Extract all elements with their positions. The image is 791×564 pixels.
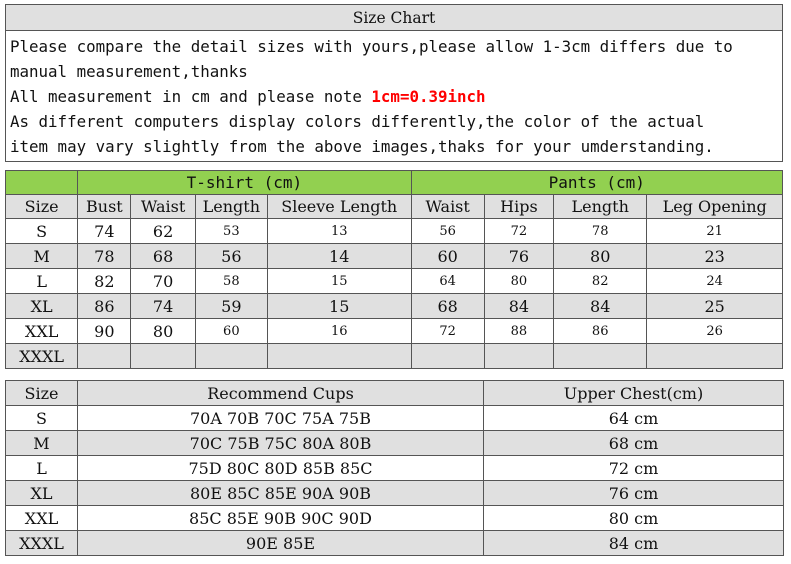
measurement-cell: 82 [554, 269, 647, 294]
measurement-cell [411, 344, 484, 369]
measurement-cell: 70 [131, 269, 195, 294]
column-header: Length [554, 195, 647, 219]
column-header: Upper Chest(cm) [484, 381, 784, 406]
table-row [6, 344, 783, 369]
measurement-cell: 59 [195, 294, 267, 319]
measurement-cell: 86 [554, 319, 647, 344]
upper-chest-cell: 76 cm [484, 481, 784, 506]
measurement-cell [484, 344, 553, 369]
table-row [6, 456, 784, 481]
size-chart-info [5, 4, 783, 162]
measurement-cell: 15 [267, 269, 411, 294]
table-row [6, 406, 784, 431]
size-cell: XL [6, 294, 78, 319]
group-header-pants: Pants (cm) [411, 171, 782, 195]
table-row [6, 531, 784, 556]
measurement-cell: 78 [78, 244, 131, 269]
measurement-cell: 76 [484, 244, 553, 269]
upper-chest-cell: 84 cm [484, 531, 784, 556]
group-header-tshirt: T-shirt (cm) [78, 171, 411, 195]
measurement-cell: 24 [647, 269, 783, 294]
measurement-cell: 80 [131, 319, 195, 344]
measurement-cell: 72 [411, 319, 484, 344]
measurement-cell: 72 [484, 219, 553, 244]
measurement-cell: 14 [267, 244, 411, 269]
size-cell: XXXL [6, 531, 78, 556]
column-header: Hips [484, 195, 553, 219]
cups-cell: 85C 85E 90B 90C 90D [78, 506, 484, 531]
column-header: Size [6, 381, 78, 406]
measurement-cell: 74 [131, 294, 195, 319]
column-header: Leg Opening [647, 195, 783, 219]
size-cell: XXL [6, 506, 78, 531]
column-header: Recommend Cups [78, 381, 484, 406]
measurement-cell: 13 [267, 219, 411, 244]
note-line-5: item may vary slightly from the above images,thaks for your umderstanding. [10, 137, 714, 156]
cup-size-table [5, 380, 784, 556]
measurement-cell: 25 [647, 294, 783, 319]
conversion-highlight: 1cm=0.39inch [371, 87, 486, 106]
column-header: Sleeve Length [267, 195, 411, 219]
size-cell: XXL [6, 319, 78, 344]
measurement-cell: 26 [647, 319, 783, 344]
measurement-cell: 90 [78, 319, 131, 344]
cups-cell: 75D 80C 80D 85B 85C [78, 456, 484, 481]
table-row [6, 219, 783, 244]
measurement-cell [647, 344, 783, 369]
measurement-cell: 62 [131, 219, 195, 244]
note-line-3-text: All measurement in cm and please note [10, 87, 372, 106]
column-header: Length [195, 195, 267, 219]
table-row [6, 269, 783, 294]
measurement-cell: 64 [411, 269, 484, 294]
column-header: Bust [78, 195, 131, 219]
measurement-cell: 60 [411, 244, 484, 269]
column-header: Waist [411, 195, 484, 219]
measurement-cell: 21 [647, 219, 783, 244]
upper-chest-cell: 72 cm [484, 456, 784, 481]
size-cell: XL [6, 481, 78, 506]
note-line-4: As different computers display colors differently,the color of the actual [10, 112, 705, 131]
size-cell: L [6, 269, 78, 294]
table-row [6, 506, 784, 531]
size-cell: XXXL [6, 344, 78, 369]
measurement-cell: 23 [647, 244, 783, 269]
table-row [6, 244, 783, 269]
measurement-cell: 56 [195, 244, 267, 269]
table-row [6, 319, 783, 344]
measurement-cell: 60 [195, 319, 267, 344]
measurement-cell [267, 344, 411, 369]
upper-chest-cell: 68 cm [484, 431, 784, 456]
size-cell: M [6, 431, 78, 456]
measurement-cell: 58 [195, 269, 267, 294]
size-cell: L [6, 456, 78, 481]
measurement-cell: 84 [484, 294, 553, 319]
measurement-cell: 15 [267, 294, 411, 319]
group-header-blank [6, 171, 78, 195]
table-row [6, 481, 784, 506]
column-header: Waist [131, 195, 195, 219]
measurement-cell: 74 [78, 219, 131, 244]
measurement-cell [78, 344, 131, 369]
upper-chest-cell: 80 cm [484, 506, 784, 531]
measurement-cell: 78 [554, 219, 647, 244]
cups-cell: 70C 75B 75C 80A 80B [78, 431, 484, 456]
chart-title: Size Chart [6, 5, 783, 31]
size-cell: S [6, 406, 78, 431]
measurement-cell: 84 [554, 294, 647, 319]
notes-block [6, 31, 783, 162]
column-header: Size [6, 195, 78, 219]
table-row [6, 431, 784, 456]
measurement-cell: 16 [267, 319, 411, 344]
tshirt-pants-table [5, 170, 783, 369]
measurement-cell: 80 [554, 244, 647, 269]
size-cell: S [6, 219, 78, 244]
measurement-cell [195, 344, 267, 369]
size-cell: M [6, 244, 78, 269]
table-row [6, 294, 783, 319]
measurement-cell: 88 [484, 319, 553, 344]
measurement-cell: 53 [195, 219, 267, 244]
note-line-1: Please compare the detail sizes with yours,please allow 1-3cm differs due to [10, 37, 733, 56]
measurement-cell: 68 [411, 294, 484, 319]
upper-chest-cell: 64 cm [484, 406, 784, 431]
cups-cell: 70A 70B 70C 75A 75B [78, 406, 484, 431]
measurement-cell: 82 [78, 269, 131, 294]
measurement-cell: 56 [411, 219, 484, 244]
measurement-cell: 80 [484, 269, 553, 294]
cups-cell: 80E 85C 85E 90A 90B [78, 481, 484, 506]
measurement-cell [131, 344, 195, 369]
note-line-3 [10, 84, 778, 109]
measurement-cell [554, 344, 647, 369]
measurement-cell: 68 [131, 244, 195, 269]
cups-cell: 90E 85E [78, 531, 484, 556]
note-line-2: manual measurement,thanks [10, 62, 248, 81]
measurement-cell: 86 [78, 294, 131, 319]
